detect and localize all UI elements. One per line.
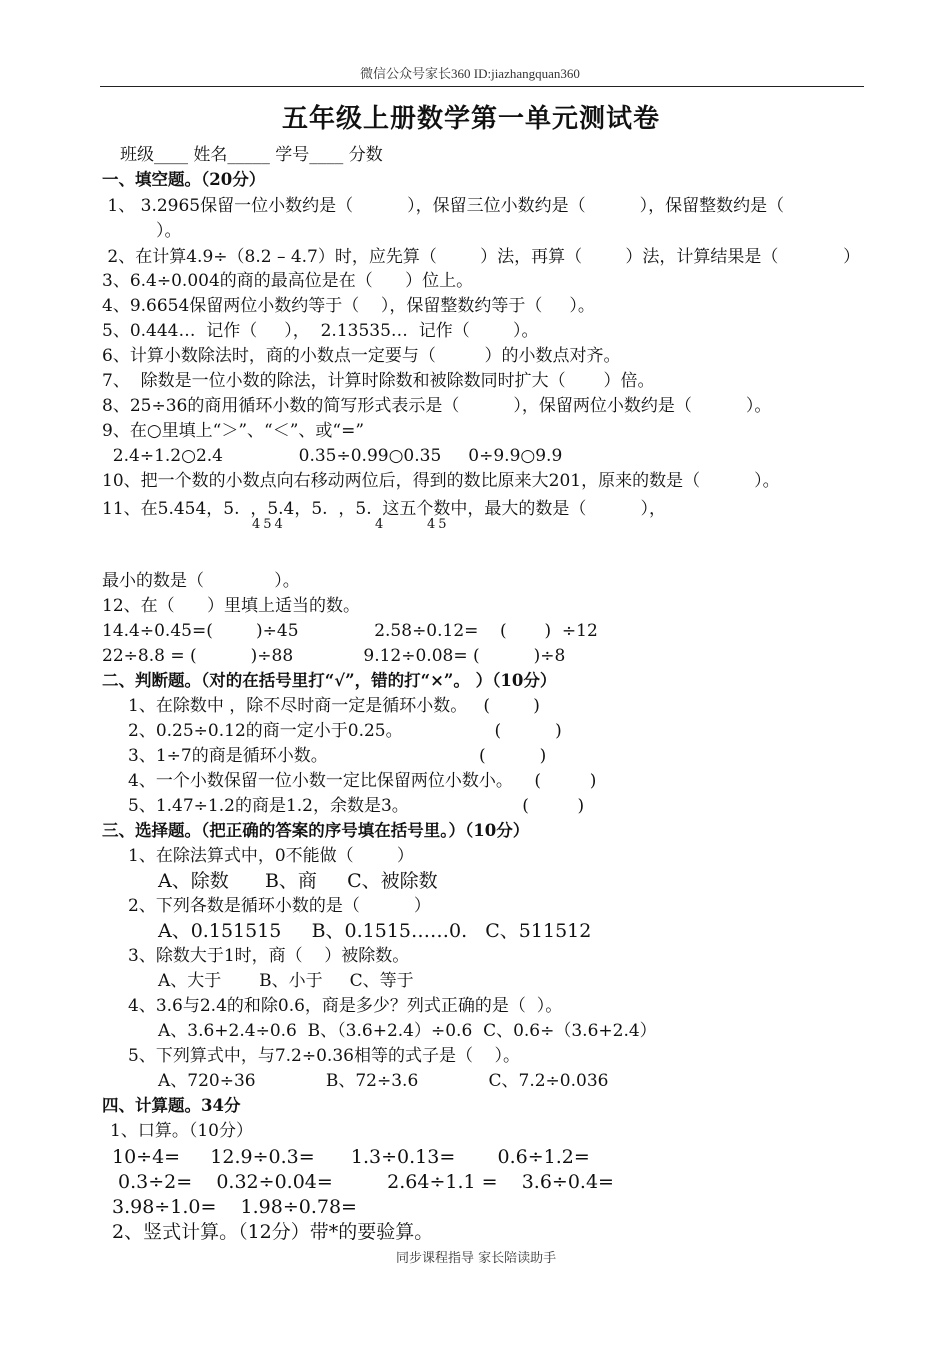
q3-line: 3、6.4÷0.004的商的最高位是在（ ）位上。 <box>102 271 474 291</box>
q1-line2: ）。 <box>102 221 182 241</box>
judge-q4: 4、一个小数保留一位小数一定比保留两位小数小。 ( ) <box>128 771 597 791</box>
q11-digits-a: 454 <box>252 517 286 532</box>
choice-q4-options: A、3.6+2.4÷0.6 B、（3.6+2.4）÷0.6 C、0.6÷（3.6+2.4） <box>158 1021 657 1041</box>
q2-line: 2、在计算4.9÷（8.2 – 4.7）时，应先算（ ）法，再算（ ）法，计算结果是（ ） <box>102 247 861 267</box>
choice-q2-options: A、0.151515 B、0.1515……0. C、511512 <box>158 920 592 942</box>
choice-q4: 4、3.6与2.4的和除0.6，商是多少？列式正确的是（ ）。 <box>128 996 563 1016</box>
q7-line: 7、 除数是一位小数的除法，计算时除数和被除数同时扩大（ ）倍。 <box>102 371 655 391</box>
choice-q5: 5、下列算式中，与7.2÷0.36相等的式子是（ ）。 <box>128 1046 521 1066</box>
section2-heading: 二、判断题。（对的在括号里打“√”，错的打“×”。 ）（10分） <box>102 671 557 690</box>
choice-q3-options: A、大于 B、小于 C、等于 <box>158 971 414 991</box>
q12-line: 12、在（ ）里填上适当的数。 <box>102 596 361 616</box>
choice-q3: 3、除数大于1时，商（ ）被除数。 <box>128 946 410 966</box>
oral-calc-heading: 1、口算。（10分） <box>110 1121 253 1141</box>
q10-line: 10、把一个数的小数点向右移动两位后，得到的数比原来大201，原来的数是（ ）。 <box>102 471 780 491</box>
q9-line: 9、在○里填上“＞”、“＜”、或“=” <box>102 421 365 441</box>
q11-line: 11、在5.454，5. ，5.4，5. ，5. 这五个数中，最大的数是（ ）， <box>102 499 666 519</box>
choice-q1: 1、在除法算式中，0不能做（ ） <box>128 846 414 866</box>
oral-calc-row1: 10÷4= 12.9÷0.3= 1.3÷0.13= 0.6÷1.2= <box>112 1146 590 1168</box>
page-title: 五年级上册数学第一单元测试卷 <box>282 104 661 134</box>
student-info: 班级____ 姓名_____ 学号____ 分数 <box>120 145 383 165</box>
q11-line2: 最小的数是（ ）。 <box>102 571 300 591</box>
section3-heading: 三、选择题。（把正确的答案的序号填在括号里。）（10分） <box>102 821 530 840</box>
q9-comparisons: 2.4÷1.2○2.4 0.35÷0.99○0.35 0÷9.9○9.9 <box>102 446 563 466</box>
q8-line: 8、25÷36的商用循环小数的简写形式表示是（ ），保留两位小数约是（ ）。 <box>102 396 772 416</box>
section4-heading: 四、计算题。34分 <box>102 1096 241 1115</box>
choice-q2: 2、下列各数是循环小数的是（ ） <box>128 896 431 916</box>
page-header: 微信公众号家长360 ID:jiazhangquan360 <box>360 66 580 81</box>
q4-line: 4、9.6654保留两位小数约等于（ ），保留整数约等于（ ）。 <box>102 296 595 316</box>
q12-row2: 22÷8.8 = ( )÷88 9.12÷0.08= ( )÷8 <box>102 646 566 666</box>
q6-line: 6、计算小数除法时，商的小数点一定要与（ ）的小数点对齐。 <box>102 346 621 366</box>
oral-calc-row3: 3.98÷1.0= 1.98÷0.78= <box>112 1196 357 1218</box>
q11-digits-c: 45 <box>427 517 450 532</box>
q1-line1: 1、 3.2965保留一位小数约是（ ），保留三位小数约是（ ），保留整数约是（ <box>102 196 785 216</box>
judge-q3: 3、1÷7的商是循环小数。 ( ) <box>128 746 547 766</box>
page-footer: 同步课程指导 家长陪读助手 <box>396 1251 557 1266</box>
vertical-calc-heading: 2、竖式计算。（12分）带*的要验算。 <box>112 1221 434 1243</box>
oral-calc-row2: 0.3÷2= 0.32÷0.04= 2.64÷1.1 = 3.6÷0.4= <box>112 1171 614 1193</box>
q5-line: 5、0.444… 记作（ ）， 2.13535… 记作（ ）。 <box>102 321 539 341</box>
judge-q5: 5、1.47÷1.2的商是1.2，余数是3。 ( ) <box>128 796 585 816</box>
choice-q5-options: A、720÷36 B、72÷3.6 C、7.2÷0.036 <box>158 1071 609 1091</box>
q12-row1: 14.4÷0.45=( )÷45 2.58÷0.12= ( ) ÷12 <box>102 621 598 641</box>
section1-heading: 一、填空题。（20分） <box>102 170 266 189</box>
choice-q1-options: A、除数 B、商 C、被除数 <box>158 870 438 892</box>
header-divider <box>100 86 864 87</box>
judge-q2: 2、0.25÷0.12的商一定小于0.25。 ( ) <box>128 721 562 741</box>
q11-digits-b: 4 <box>375 517 387 532</box>
judge-q1: 1、在除数中 ，除不尽时商一定是循环小数。 ( ) <box>128 696 540 716</box>
